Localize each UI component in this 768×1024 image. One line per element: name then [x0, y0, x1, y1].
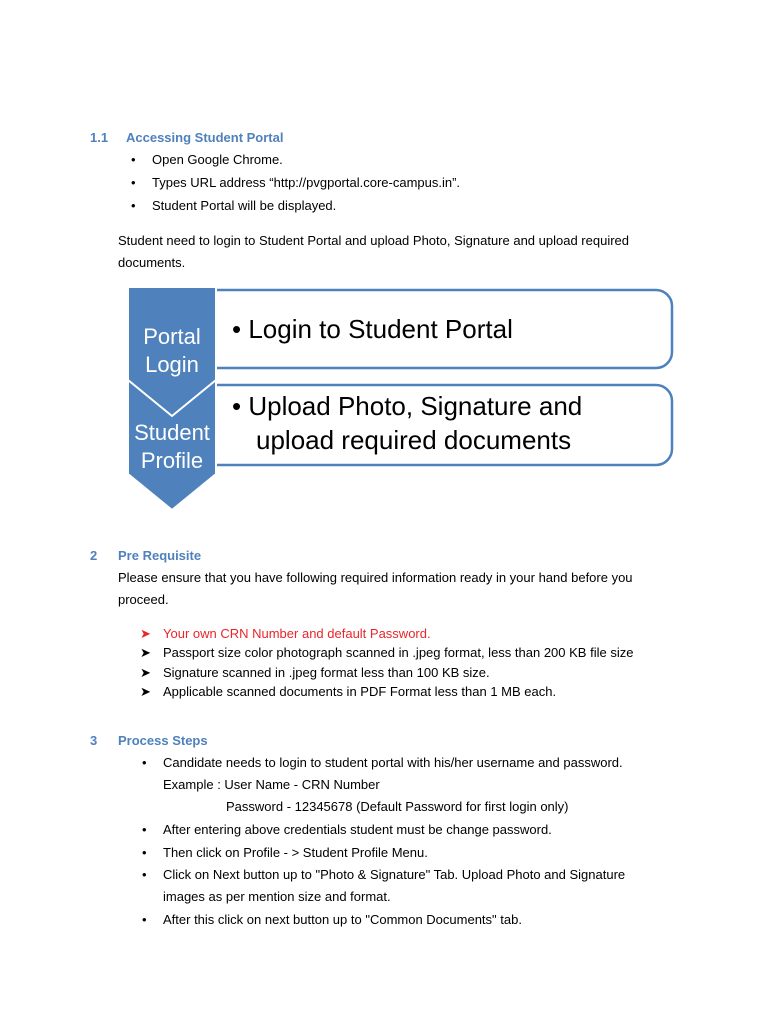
section-title: Process Steps [118, 733, 208, 748]
list-item: Then click on Profile - > Student Profile Menu. [163, 845, 428, 860]
section-title: Pre Requisite [118, 548, 202, 563]
list-item: Open Google Chrome. [152, 152, 283, 167]
paragraph-line: proceed. [118, 592, 169, 607]
arrow-bullet-icon: ➤ [140, 684, 151, 699]
bullet-dot: • [131, 175, 136, 190]
list-item: Candidate needs to login to student portal with his/her username and password. [163, 755, 623, 770]
chevron-label: Profile [140, 448, 204, 473]
chevron-label: Student [134, 420, 210, 445]
list-item: Click on Next button up to "Photo & Signature" Tab. Upload Photo and Signature [163, 867, 626, 882]
step-text: • Login to Student Portal [232, 314, 513, 344]
list-item-continuation: Example : User Name - CRN Number [163, 777, 380, 792]
step-text: upload required documents [256, 425, 572, 455]
arrow-bullet-icon: ➤ [140, 665, 151, 680]
list-item: Applicable scanned documents in PDF Format less than 1 MB each. [163, 684, 557, 699]
paragraph-line: documents. [118, 255, 186, 270]
bullet-dot: • [142, 822, 147, 837]
list-item: Signature scanned in .jpeg format less than 100 KB size. [163, 665, 490, 680]
section-number: 3 [90, 733, 98, 748]
paragraph-line: Student need to login to Student Portal and upload Photo, Signature and upload required [118, 233, 629, 248]
list-item: Your own CRN Number and default Password. [163, 626, 431, 641]
paragraph-line: Please ensure that you have following required information ready in your hand before you [118, 570, 633, 585]
arrow-bullet-icon: ➤ [140, 645, 151, 660]
section-number: 2 [90, 548, 98, 563]
chevron-label: Portal [143, 324, 201, 349]
bullet-dot: • [131, 152, 136, 167]
bullet-dot: • [142, 912, 147, 927]
section-number: 1.1 [90, 130, 109, 145]
bullet-dot: • [142, 867, 147, 882]
bullet-dot: • [142, 845, 147, 860]
list-item: Student Portal will be displayed. [152, 198, 337, 213]
chevron-label: Login [145, 352, 199, 377]
list-item: Passport size color photograph scanned in .jpeg format, less than 200 KB file size [163, 645, 634, 660]
list-item: After this click on next button up to "Common Documents" tab. [163, 912, 522, 927]
list-item-continuation: images as per mention size and format. [163, 889, 391, 904]
section-title: Accessing Student Portal [126, 130, 284, 145]
bullet-dot: • [142, 755, 147, 770]
bullet-dot: • [131, 198, 136, 213]
list-item-continuation: Password - 12345678 (Default Password for first login only) [226, 799, 569, 814]
list-item: After entering above credentials student must be change password. [163, 822, 552, 837]
arrow-bullet-icon: ➤ [140, 626, 151, 641]
list-item: Types URL address “http://pvgportal.core-campus.in”. [152, 175, 461, 190]
step-text: • Upload Photo, Signature and [232, 391, 583, 421]
